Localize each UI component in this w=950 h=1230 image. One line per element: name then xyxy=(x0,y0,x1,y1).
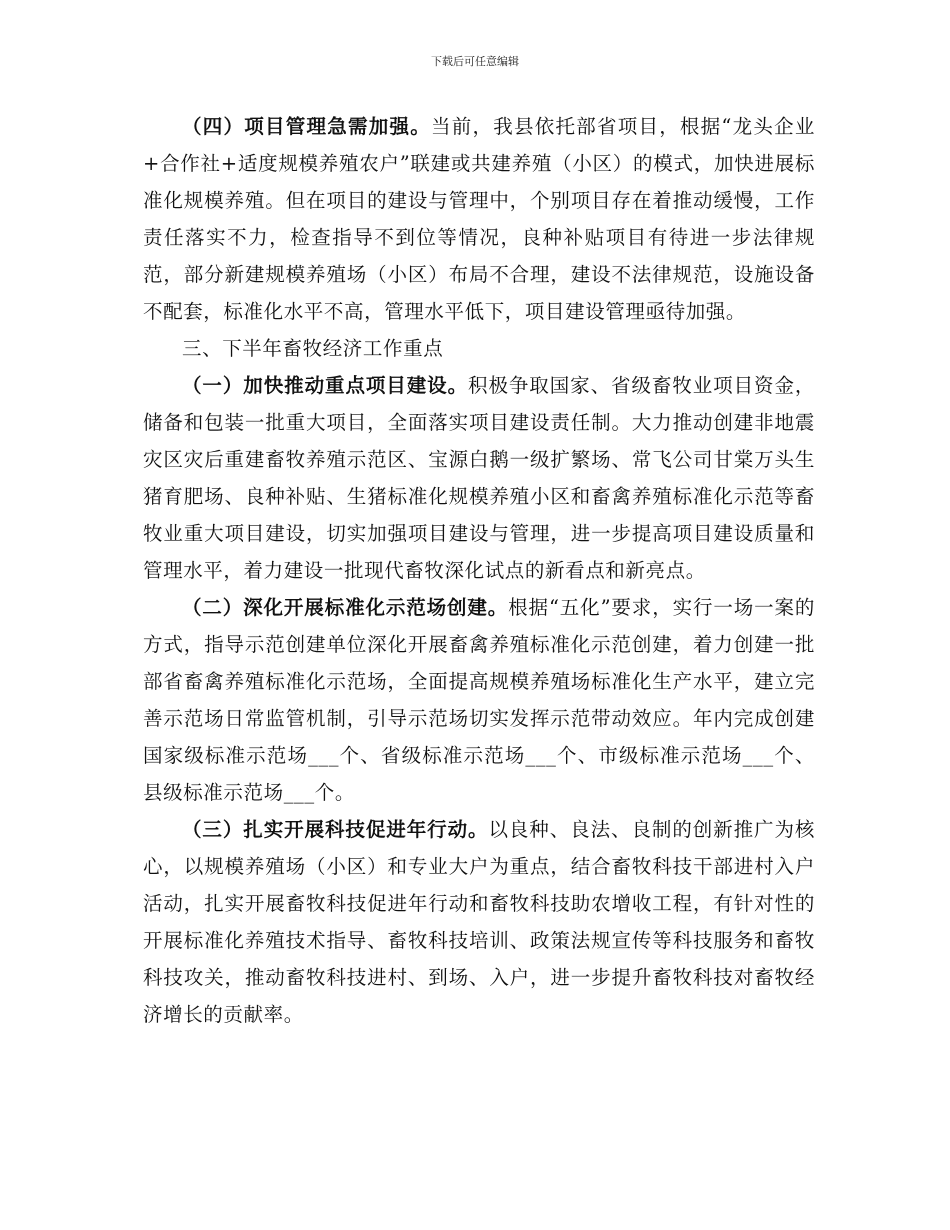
paragraph-project-management xyxy=(143,108,815,330)
paragraph-lead: （三）扎实开展科技促进年行动。 xyxy=(182,818,489,841)
paragraph-lead: （一）加快推动重点项目建设。 xyxy=(182,374,469,397)
page-header: 下载后可任意编辑 xyxy=(431,55,519,68)
paragraph-text: 以良种、良法、良制的创新推广为核心，以规模养殖场（小区）和专业大户为重点，结合畜牧科技干部进村入户活动，扎实开展畜牧科技促进年行动和畜牧科技助农增收工程，有针对性的开展标准化养殖技术指导、畜牧科技培训、政策法规宣传等科技服务和畜牧科技攻关，推动畜牧科技进村、到场、入户，进一步提升畜牧科技对畜牧经济增长的贡献率。 xyxy=(143,818,815,1026)
section-heading-text: 三、下半年畜牧经济工作重点 xyxy=(182,337,444,360)
paragraph-text: 积极争取国家、省级畜牧业项目资金，储备和包装一批重大项目，全面落实项目建设责任制。大力推动创建非地震灾区灾后重建畜牧养殖示范区、宝源白鹅一级扩繁场、常飞公司甘棠万头生猪育肥场、良种补贴、生猪标准化规模养殖小区和畜禽养殖标准化示范等畜牧业重大项目建设，切实加强项目建设与管理，进一步提高项目建设质量和管理水平，着力建设一批现代畜牧深化试点的新看点和新亮点。 xyxy=(143,374,815,582)
section-heading xyxy=(143,330,815,367)
paragraph-standard-demo xyxy=(143,589,815,811)
paragraph-lead: （二）深化开展标准化示范场创建。 xyxy=(182,596,509,619)
paragraph-text: 当前，我县依托部省项目，根据“龙头企业+合作社+适度规模养殖农户”联建或共建养殖（小区）的模式，加快进展标准化规模养殖。但在项目的建设与管理中，个别项目存在着推动缓慢，工作责任落实不力，检查指导不到位等情况，良种补贴项目有待进一步法律规范，部分新建规模养殖场（小区）布局不合理，建设不法律规范，设施设备不配套，标准化水平不高，管理水平低下，项目建设管理亟待加强。 xyxy=(143,115,815,323)
paragraph-tech-promotion xyxy=(143,811,815,1033)
paragraph-lead: （四）项目管理急需加强。 xyxy=(182,115,431,138)
document-body xyxy=(143,108,815,1033)
paragraph-text: 根据“五化”要求，实行一场一案的方式，指导示范创建单位深化开展畜禽养殖标准化示范创建，着力创建一批部省畜禽养殖标准化示范场，全面提高规模养殖场标准化生产水平，建立完善示范场日常监管机制，引导示范场切实发挥示范带动效应。年内完成创建国家级标准示范场___个、省级标准示范场___个、市级标准示范场___个、县级标准示范场___个。 xyxy=(143,596,815,804)
paragraph-key-projects xyxy=(143,367,815,589)
